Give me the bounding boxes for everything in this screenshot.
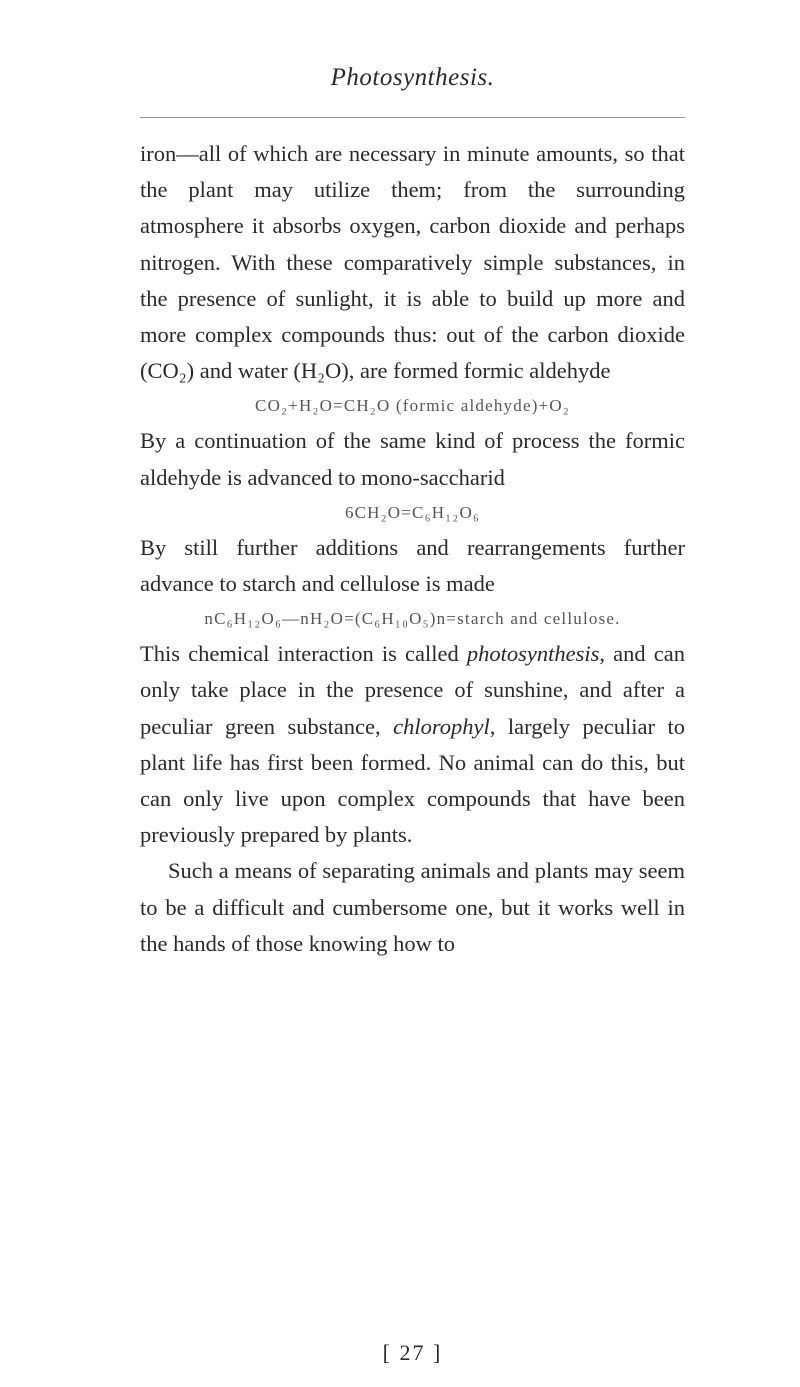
paragraph-5: Such a means of separating animals and plants may seem to be a difficult and cumbersome one, but it works well in the hands of those knowing how to — [140, 858, 685, 956]
term-photosynthesis: photosynthesis — [466, 641, 600, 667]
term-chlorophyl: chlorophyl — [393, 713, 490, 739]
page-number: [ 27 ] — [382, 1340, 443, 1365]
body-text — [140, 136, 685, 962]
paragraph-4 — [140, 636, 685, 853]
paragraph-4-end: , largely peculiar to plant life has first been formed. No animal can do this, but can only live upon complex compounds that have been previously prepared by plants. — [140, 713, 685, 848]
paragraph-2: By a continuation of the same kind of process the formic aldehyde is advanced to mono-saccharid — [140, 428, 685, 490]
paragraph-1: iron—all of which are necessary in minute amounts, so that the plant may utilize them; from the surrounding atmosphere it absorbs oxygen, carbon dioxide and perhaps nitrogen. With these comparatively simple substances, in the presence of sunlight, it is able to build up more and more complex compounds thus: out of the carbon dioxide (CO₂) and water (H₂O), are formed formic aldehyde — [140, 141, 685, 384]
paragraph-4-start: This chemical interaction is called — [140, 641, 467, 667]
formula-mono-saccharid: 6CH₂O=C₆H₁₂O₆ — [344, 502, 481, 522]
running-head: Photosynthesis. — [330, 64, 495, 91]
formula-formic-aldehyde: CO₂+H₂O=CH₂O (formic aldehyde)+O₂ — [255, 396, 570, 416]
paragraph-4-middle: , and can only take place in the presence of sunshine, and after a peculiar green substance, — [140, 641, 685, 739]
paragraph-3: By still further additions and rearrangements further advance to starch and cellulose is made — [140, 534, 685, 597]
formula-starch-cellulose: nC₆H₁₂O₆—nH₂O=(C₆H₁₀O₅)n=starch and cellulose. — [204, 609, 621, 629]
header-rule — [140, 117, 685, 118]
